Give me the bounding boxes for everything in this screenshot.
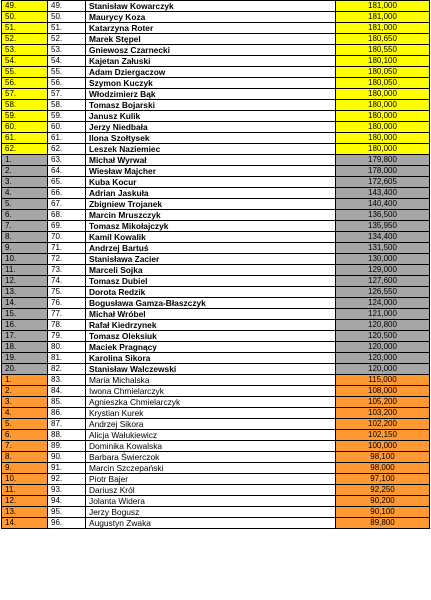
position-cell: 51. <box>48 23 86 34</box>
position-cell: 66. <box>48 188 86 199</box>
name-cell: Tomasz Dubiel <box>86 276 336 287</box>
table-row <box>2 210 430 221</box>
position-cell: 86. <box>48 408 86 419</box>
name-cell: Kajetan Załuski <box>86 56 336 67</box>
table-row <box>2 243 430 254</box>
rank-cell: 51. <box>2 23 48 34</box>
name-cell: Andrzej Bartuś <box>86 243 336 254</box>
position-cell: 53. <box>48 45 86 56</box>
value-cell: 105,200 <box>336 397 430 408</box>
rank-cell: 61. <box>2 133 48 144</box>
position-cell: 58. <box>48 100 86 111</box>
value-cell: 100,000 <box>336 441 430 452</box>
rank-cell: 58. <box>2 100 48 111</box>
value-cell: 120,500 <box>336 331 430 342</box>
value-cell: 90,100 <box>336 507 430 518</box>
value-cell: 136,500 <box>336 210 430 221</box>
position-cell: 63. <box>48 155 86 166</box>
table-row <box>2 320 430 331</box>
name-cell: Kuba Kocur <box>86 177 336 188</box>
rank-cell: 54. <box>2 56 48 67</box>
value-cell: 120,000 <box>336 364 430 375</box>
position-cell: 80. <box>48 342 86 353</box>
position-cell: 79. <box>48 331 86 342</box>
value-cell: 178,000 <box>336 166 430 177</box>
value-cell: 181,000 <box>336 1 430 12</box>
rank-cell: 9. <box>2 243 48 254</box>
value-cell: 131,500 <box>336 243 430 254</box>
position-cell: 56. <box>48 78 86 89</box>
rank-cell: 2. <box>2 386 48 397</box>
rank-cell: 17. <box>2 331 48 342</box>
position-cell: 72. <box>48 254 86 265</box>
table-row <box>2 89 430 100</box>
name-cell: Michał Wróbel <box>86 309 336 320</box>
value-cell: 108,000 <box>336 386 430 397</box>
name-cell: Agnieszka Chmielarczyk <box>86 397 336 408</box>
position-cell: 70. <box>48 232 86 243</box>
name-cell: Karolina Sikora <box>86 353 336 364</box>
rank-cell: 4. <box>2 408 48 419</box>
rank-cell: 57. <box>2 89 48 100</box>
results-table <box>1 0 430 529</box>
value-cell: 126,550 <box>336 287 430 298</box>
name-cell: Marcin Szczepański <box>86 463 336 474</box>
position-cell: 68. <box>48 210 86 221</box>
position-cell: 62. <box>48 144 86 155</box>
rank-cell: 9. <box>2 463 48 474</box>
table-row <box>2 177 430 188</box>
position-cell: 69. <box>48 221 86 232</box>
position-cell: 76. <box>48 298 86 309</box>
table-row <box>2 45 430 56</box>
rank-cell: 20. <box>2 364 48 375</box>
name-cell: Zbigniew Trojanek <box>86 199 336 210</box>
name-cell: Maciek Pragnący <box>86 342 336 353</box>
table-row <box>2 199 430 210</box>
rank-cell: 55. <box>2 67 48 78</box>
value-cell: 135,950 <box>336 221 430 232</box>
table-row <box>2 78 430 89</box>
name-cell: Krystian Kurek <box>86 408 336 419</box>
position-cell: 82. <box>48 364 86 375</box>
name-cell: Rafał Kiedrzynek <box>86 320 336 331</box>
value-cell: 92,250 <box>336 485 430 496</box>
table-row <box>2 331 430 342</box>
name-cell: Ilona Szołtysek <box>86 133 336 144</box>
rank-cell: 10. <box>2 254 48 265</box>
value-cell: 124,000 <box>336 298 430 309</box>
rank-cell: 49. <box>2 1 48 12</box>
position-cell: 64. <box>48 166 86 177</box>
name-cell: Dariusz Król <box>86 485 336 496</box>
table-row <box>2 463 430 474</box>
value-cell: 120,800 <box>336 320 430 331</box>
name-cell: Leszek Naziemiec <box>86 144 336 155</box>
name-cell: Kamil Kowalik <box>86 232 336 243</box>
rank-cell: 3. <box>2 397 48 408</box>
name-cell: Marceli Sojka <box>86 265 336 276</box>
rank-cell: 59. <box>2 111 48 122</box>
name-cell: Wiesław Majcher <box>86 166 336 177</box>
position-cell: 75. <box>48 287 86 298</box>
value-cell: 140,400 <box>336 199 430 210</box>
value-cell: 102,200 <box>336 419 430 430</box>
value-cell: 180,550 <box>336 45 430 56</box>
position-cell: 78. <box>48 320 86 331</box>
value-cell: 130,000 <box>336 254 430 265</box>
value-cell: 180,000 <box>336 100 430 111</box>
rank-cell: 62. <box>2 144 48 155</box>
value-cell: 180,000 <box>336 144 430 155</box>
name-cell: Tomasz Mikołajczyk <box>86 221 336 232</box>
table-row <box>2 232 430 243</box>
position-cell: 57. <box>48 89 86 100</box>
value-cell: 180,050 <box>336 78 430 89</box>
position-cell: 96. <box>48 518 86 529</box>
table-row <box>2 408 430 419</box>
value-cell: 98,100 <box>336 452 430 463</box>
name-cell: Adrian Jaskuła <box>86 188 336 199</box>
rank-cell: 18. <box>2 342 48 353</box>
value-cell: 121,000 <box>336 309 430 320</box>
name-cell: Augustyn Zwaka <box>86 518 336 529</box>
rank-cell: 60. <box>2 122 48 133</box>
name-cell: Adam Dziergaczow <box>86 67 336 78</box>
table-row <box>2 166 430 177</box>
table-row <box>2 309 430 320</box>
name-cell: Maurycy Koza <box>86 12 336 23</box>
value-cell: 97,100 <box>336 474 430 485</box>
name-cell: Iwona Chmielarczyk <box>86 386 336 397</box>
name-cell: Jerzy Bogusz <box>86 507 336 518</box>
table-row <box>2 254 430 265</box>
position-cell: 52. <box>48 34 86 45</box>
table-row <box>2 430 430 441</box>
table-row <box>2 287 430 298</box>
name-cell: Katarzyna Roter <box>86 23 336 34</box>
rank-cell: 6. <box>2 210 48 221</box>
table-row <box>2 298 430 309</box>
rank-cell: 7. <box>2 441 48 452</box>
position-cell: 73. <box>48 265 86 276</box>
position-cell: 83. <box>48 375 86 386</box>
value-cell: 180,000 <box>336 122 430 133</box>
value-cell: 180,650 <box>336 34 430 45</box>
rank-cell: 14. <box>2 518 48 529</box>
name-cell: Szymon Kuczyk <box>86 78 336 89</box>
position-cell: 65. <box>48 177 86 188</box>
value-cell: 102,150 <box>336 430 430 441</box>
position-cell: 49. <box>48 1 86 12</box>
value-cell: 115,000 <box>336 375 430 386</box>
value-cell: 127,600 <box>336 276 430 287</box>
rank-cell: 5. <box>2 419 48 430</box>
table-row <box>2 221 430 232</box>
table-row <box>2 474 430 485</box>
results-table-body <box>2 1 430 529</box>
name-cell: Bogusława Gamza-Błaszczyk <box>86 298 336 309</box>
name-cell: Tomasz Bojarski <box>86 100 336 111</box>
name-cell: Stanisław Walczewski <box>86 364 336 375</box>
name-cell: Stanisław Kowarczyk <box>86 1 336 12</box>
rank-cell: 2. <box>2 166 48 177</box>
name-cell: Dominika Kowalska <box>86 441 336 452</box>
rank-cell: 13. <box>2 507 48 518</box>
position-cell: 87. <box>48 419 86 430</box>
name-cell: Piotr Bajer <box>86 474 336 485</box>
value-cell: 89,800 <box>336 518 430 529</box>
rank-cell: 52. <box>2 34 48 45</box>
rank-cell: 11. <box>2 265 48 276</box>
position-cell: 55. <box>48 67 86 78</box>
position-cell: 90. <box>48 452 86 463</box>
name-cell: Andrzej Sikora <box>86 419 336 430</box>
value-cell: 179,800 <box>336 155 430 166</box>
rank-cell: 12. <box>2 496 48 507</box>
name-cell: Dorota Redzik <box>86 287 336 298</box>
rank-cell: 4. <box>2 188 48 199</box>
value-cell: 181,000 <box>336 12 430 23</box>
position-cell: 67. <box>48 199 86 210</box>
table-row <box>2 342 430 353</box>
table-row <box>2 56 430 67</box>
rank-cell: 15. <box>2 309 48 320</box>
table-row <box>2 419 430 430</box>
rank-cell: 19. <box>2 353 48 364</box>
position-cell: 54. <box>48 56 86 67</box>
table-row <box>2 485 430 496</box>
table-row <box>2 23 430 34</box>
table-row <box>2 100 430 111</box>
table-row <box>2 518 430 529</box>
value-cell: 103,200 <box>336 408 430 419</box>
value-cell: 180,100 <box>336 56 430 67</box>
name-cell: Tomasz Oleksiuk <box>86 331 336 342</box>
rank-cell: 56. <box>2 78 48 89</box>
name-cell: Michał Wyrwał <box>86 155 336 166</box>
rank-cell: 7. <box>2 221 48 232</box>
name-cell: Barbara Świerczok <box>86 452 336 463</box>
rank-cell: 8. <box>2 232 48 243</box>
name-cell: Jerzy Niedbała <box>86 122 336 133</box>
value-cell: 120,000 <box>336 353 430 364</box>
table-row <box>2 496 430 507</box>
name-cell: Marek Stępel <box>86 34 336 45</box>
table-row <box>2 67 430 78</box>
name-cell: Gniewosz Czarnecki <box>86 45 336 56</box>
position-cell: 71. <box>48 243 86 254</box>
value-cell: 172,605 <box>336 177 430 188</box>
rank-cell: 5. <box>2 199 48 210</box>
rank-cell: 13. <box>2 287 48 298</box>
rank-cell: 3. <box>2 177 48 188</box>
rank-cell: 14. <box>2 298 48 309</box>
position-cell: 74. <box>48 276 86 287</box>
position-cell: 93. <box>48 485 86 496</box>
position-cell: 89. <box>48 441 86 452</box>
name-cell: Włodzimierz Bąk <box>86 89 336 100</box>
table-row <box>2 276 430 287</box>
table-row <box>2 188 430 199</box>
table-row <box>2 353 430 364</box>
value-cell: 181,000 <box>336 23 430 34</box>
position-cell: 94. <box>48 496 86 507</box>
position-cell: 50. <box>48 12 86 23</box>
value-cell: 90,200 <box>336 496 430 507</box>
name-cell: Stanisława Zacier <box>86 254 336 265</box>
name-cell: Jolanta Widera <box>86 496 336 507</box>
position-cell: 59. <box>48 111 86 122</box>
position-cell: 88. <box>48 430 86 441</box>
table-row <box>2 265 430 276</box>
rank-cell: 1. <box>2 375 48 386</box>
position-cell: 81. <box>48 353 86 364</box>
value-cell: 180,050 <box>336 67 430 78</box>
table-row <box>2 34 430 45</box>
value-cell: 143,400 <box>336 188 430 199</box>
position-cell: 60. <box>48 122 86 133</box>
rank-cell: 1. <box>2 155 48 166</box>
position-cell: 84. <box>48 386 86 397</box>
name-cell: Alicja Wałukiewicz <box>86 430 336 441</box>
position-cell: 92. <box>48 474 86 485</box>
table-row <box>2 386 430 397</box>
rank-cell: 10. <box>2 474 48 485</box>
rank-cell: 12. <box>2 276 48 287</box>
table-row <box>2 1 430 12</box>
table-row <box>2 12 430 23</box>
table-row <box>2 397 430 408</box>
rank-cell: 53. <box>2 45 48 56</box>
position-cell: 95. <box>48 507 86 518</box>
table-row <box>2 375 430 386</box>
value-cell: 134,400 <box>336 232 430 243</box>
position-cell: 85. <box>48 397 86 408</box>
table-row <box>2 144 430 155</box>
table-row <box>2 441 430 452</box>
table-row <box>2 507 430 518</box>
value-cell: 180,000 <box>336 133 430 144</box>
value-cell: 180,000 <box>336 111 430 122</box>
table-row <box>2 122 430 133</box>
value-cell: 129,000 <box>336 265 430 276</box>
name-cell: Janusz Kulik <box>86 111 336 122</box>
table-row <box>2 452 430 463</box>
name-cell: Maria Michalska <box>86 375 336 386</box>
rank-cell: 16. <box>2 320 48 331</box>
rank-cell: 6. <box>2 430 48 441</box>
value-cell: 180,000 <box>336 89 430 100</box>
position-cell: 61. <box>48 133 86 144</box>
table-row <box>2 155 430 166</box>
table-row <box>2 111 430 122</box>
table-row <box>2 364 430 375</box>
value-cell: 98,000 <box>336 463 430 474</box>
rank-cell: 50. <box>2 12 48 23</box>
rank-cell: 11. <box>2 485 48 496</box>
rank-cell: 8. <box>2 452 48 463</box>
position-cell: 77. <box>48 309 86 320</box>
value-cell: 120,000 <box>336 342 430 353</box>
table-row <box>2 133 430 144</box>
name-cell: Marcin Mruszczyk <box>86 210 336 221</box>
position-cell: 91. <box>48 463 86 474</box>
